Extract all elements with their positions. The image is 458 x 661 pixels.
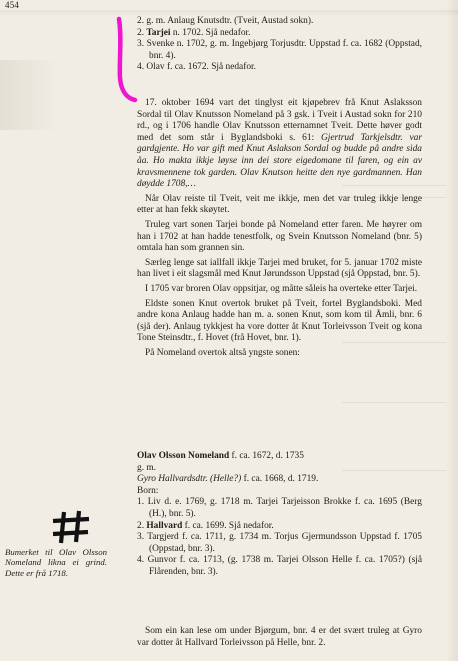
list-item: 2. Tarjei n. 1702. Sjå nedafor. (137, 27, 251, 38)
married-line: g. m. (137, 462, 157, 473)
spouse-line: Gyro Hallvardsdtr. (Helle?) f. ca. 1668, d. 1719. (137, 474, 319, 485)
pen-annotation-mark (110, 16, 140, 106)
person-entry (137, 451, 422, 579)
child-item: 1. Liv d. e. 1769, g. 1718 m. Tarjei Tarjeisson Brokke f. ca. 1695 (Berg (H.), bnr. 5). (137, 497, 422, 519)
paragraph-deed: 17. oktober 1694 vart det tinglyst eit kjøpebrev frå Knut Aslaksson Sordal til Olav Knutsson Nomeland på 3 gsk. i Tveit i Austad sokn for 210 rd., og i 1706 handle Olav Knutsson etternamnet Tveit. Dette høver godt med det som står i Byglandsboki s. 61: Gjertrud Tarkjelsdtr. var gardgjente. Ho var gift med Knut Aslakson Sordal og budde på andre sida åa. Ho makta ikkje løyse inn dei store eigedomane til faren, og ein av kravsmennene tok garden. Olav Knutson heitte den nye gardmannen. Han døydde 1708,… (137, 98, 423, 190)
paragraph: Truleg vart sonen Tarjei bonde på Nomeland etter faren. Me høyrer om han i 1702 at han hadde tenestfolk, og Svein Knutsson Nomeland (bnr. 5) omtala han som grannen sin. (137, 219, 422, 254)
paragraph: I 1705 var broren Olav oppsitjar, og måtte såleis ha overteke etter Tarjei. (145, 283, 418, 294)
closing-paragraph (137, 626, 422, 649)
born-label: Born: (137, 485, 159, 496)
emblem-caption: Bumerket til Olav Olsson Nomeland likna ei grind. Dette er frå 1718. (5, 547, 107, 578)
child-item: 2. Hallvard f. ca. 1699. Sjå nedafor. (137, 520, 274, 531)
paragraph: Eldste sonen Knut overtok bruket på Tveit, fortel Byglandsboki. Med andre kona Anlaug hadde han m. a. sonen Knut, som kom til Åmli, bnr. 6 (sjå der). Anlaug tykkjest ha vore dotter åt Knut Torleivsson Tveit og kona Tone Steinsdtr., f. Hovet (frå Hovet, bnr. 1). (137, 298, 422, 344)
paragraph: Særleg lenge sat iallfall ikkje Tarjei med bruket, for 5. januar 1702 miste han livet i eit slagsmål med Knut Jørundsson Uppstad (sjå Oppstad, bnr. 5). (137, 257, 422, 280)
page-gutter-shadow (446, 0, 458, 661)
list-item: 4. Olav f. ca. 1672. Sjå nedafor. (137, 62, 256, 73)
child-item: 3. Targjerd f. ca. 1711, g. 1734 m. Torjus Gjermundsson Uppstad f. 1705 (Oppstad, bnr. 3). (137, 532, 422, 554)
person-heading: Olav Olsson Nomeland f. ca. 1672, d. 1735 (137, 451, 304, 461)
paragraph: Som ein kan lese om under Bjørgum, bnr. 4 er det svært truleg at Gyro var dotter åt Hallvard Torleivsson på Helle, bnr. 2. (137, 626, 422, 648)
child-item: 4. Gunvor f. ca. 1713, (g. 1738 m. Tarjei Olsson Helle f. ca. 1705?) (sjå Flårenden, bnr. 3). (137, 555, 422, 577)
house-mark-emblem (52, 510, 90, 544)
bleed-through-line (342, 402, 446, 403)
main-body (137, 98, 422, 359)
list-item: 3. Svenke n. 1702, g. m. Ingebjørg Torjusdtr. Uppstad f. ca. 1682 (Oppstad, bnr. 4). (137, 39, 422, 61)
page-number: 454 (5, 0, 20, 10)
paragraph: På Nomeland overtok altså yngste sonen: (145, 347, 300, 358)
list-item: 2. g. m. Anlaug Knutsdtr. (Tveit, Austad sokn). (137, 16, 314, 26)
list-previous-children (137, 16, 422, 74)
paragraph: Når Olav reiste til Tveit, veit me ikkje, men det var truleg ikkje lenge etter at han fekk skøytet. (137, 193, 422, 216)
bleed-through-shadow (0, 60, 55, 130)
